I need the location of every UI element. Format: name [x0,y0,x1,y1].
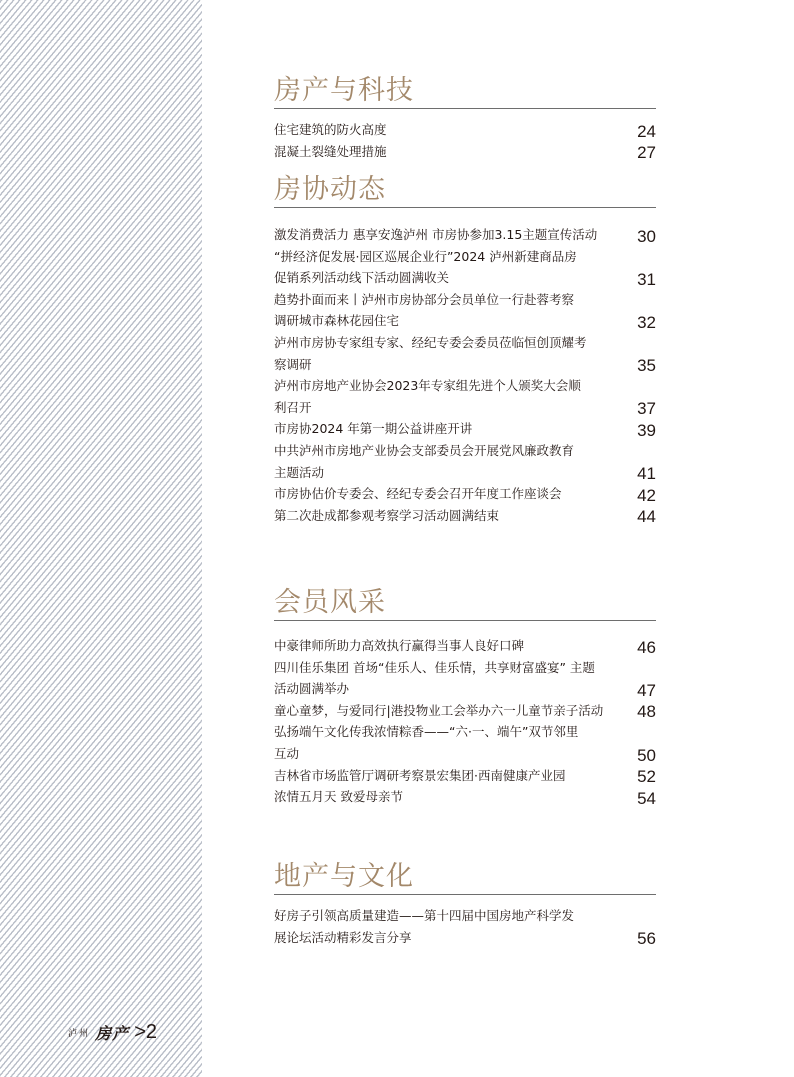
entry-title-line: 泸州市房地产业协会2023年专家组先进个人颁奖大会顺 [274,378,581,394]
entry-title-line: 市房协2024 年第一期公益讲座开讲 [274,421,473,437]
entry-title-line: 童心童梦，与爱同行|港投物业工会举办六一儿童节亲子活动 [274,702,604,718]
entry-title-line: 弘扬端午文化传我浓情粽香——“六·一、端午”双节邻里 [274,724,579,740]
toc-entry[interactable] [274,246,656,289]
entry-title-line: 激发消费活力 惠享安逸泸州 市房协参加3.15主题宣传活动 [274,227,598,242]
toc-entry[interactable] [274,765,656,787]
entry-title-line: 中共泸州市房地产业协会支部委员会开展党风廉政教育 [274,442,575,458]
toc-entry[interactable] [274,505,656,527]
section-divider [274,620,656,621]
section-title: 地产与文化 [274,861,414,892]
entry-page-number: 37 [637,399,656,419]
entry-page-number: 46 [637,637,656,657]
section-tech [274,76,656,162]
toc-entry[interactable] [274,905,656,948]
footer-masthead-logo: 房产 [95,1024,130,1043]
entry-page-number: 27 [637,143,656,163]
entry-page-number: 41 [637,464,656,484]
entry-page-number: 35 [637,356,656,376]
section-association-news [274,175,656,526]
section-divider [274,894,656,895]
entry-title-line: 趋势扑面而来丨泸州市房协部分会员单位一行赴蓉考察 [274,291,575,307]
decorative-stripe-band [0,0,202,1077]
toc-entry[interactable] [274,786,656,808]
section-divider [274,207,656,208]
toc-entry[interactable] [274,418,656,440]
toc-entry[interactable] [274,224,656,246]
entry-title-line: 市房协估价专委会、经纪专委会召开年度工作座谈会 [274,486,562,502]
entry-title-line: 中豪律师所助力高效执行赢得当事人良好口碑 [274,638,525,653]
toc-entry[interactable] [274,657,656,700]
entry-title-line: 促销系列活动线下活动圆满收关 [274,270,450,286]
entry-page-number: 32 [637,312,656,332]
entry-title-line: 混凝土裂缝处理措施 [274,143,387,159]
toc-entry[interactable] [274,141,656,163]
entry-title-line: 活动圆满举办 [274,681,350,697]
entry-page-number: 30 [637,226,656,246]
page-footer [68,1021,157,1044]
entry-page-number: 47 [637,680,656,700]
entry-title-line: 第二次赴成都参观考察学习活动圆满结束 [274,507,500,523]
toc-entry[interactable] [274,440,656,483]
section-title: 房产与科技 [274,75,414,106]
entry-page-number: 54 [637,788,656,808]
section-divider [274,108,656,109]
toc-entry[interactable] [274,119,656,141]
toc-entry[interactable] [274,375,656,418]
entry-title-line: “拼经济促发展·园区巡展企业行”2024 泸州新建商品房 [274,248,577,264]
entry-title-line: 展论坛活动精彩发言分享 [274,929,412,945]
section-title: 房协动态 [274,174,386,205]
entry-title-line: 利召开 [274,399,312,415]
toc-entry[interactable] [274,289,656,332]
entry-title-line: 察调研 [274,356,312,372]
entry-page-number: 48 [637,702,656,722]
entry-page-number: 39 [637,420,656,440]
entry-page-number: 24 [637,121,656,141]
entry-title-line: 四川佳乐集团 首场“佳乐人、佳乐情，共享财富盛宴” 主题 [274,659,595,675]
toc-entry[interactable] [274,483,656,505]
entry-title-line: 好房子引领高质量建造——第十四届中国房地产科学发 [274,908,575,923]
entry-title-line: 吉林省市场监管厅调研考察景宏集团·西南健康产业园 [274,767,566,783]
toc-entry[interactable] [274,635,656,657]
entry-page-number: 44 [637,507,656,527]
footer-city: 泸州 [68,1029,91,1039]
entry-title-line: 调研城市森林花园住宅 [274,313,400,329]
footer-page-number: >2 [134,1021,158,1043]
entry-title-line: 主题活动 [274,464,325,480]
toc-entry[interactable] [274,721,656,764]
entry-page-number: 52 [637,767,656,787]
toc-entry[interactable] [274,700,656,722]
entry-title-line: 互动 [274,745,300,761]
toc-entry[interactable] [274,332,656,375]
entry-title-line: 浓情五月天 致爱母亲节 [274,789,403,805]
section-member-showcase [274,588,656,808]
section-real-estate-culture [274,862,656,948]
entry-page-number: 42 [637,485,656,505]
entry-page-number: 56 [637,929,656,949]
entry-title-line: 泸州市房协专家组专家、经纪专委会委员莅临恒创顶耀考 [274,334,587,350]
entry-page-number: 31 [637,269,656,289]
entry-page-number: 50 [637,745,656,765]
entry-title-line: 住宅建筑的防火高度 [274,122,387,137]
section-title: 会员风采 [274,587,386,618]
